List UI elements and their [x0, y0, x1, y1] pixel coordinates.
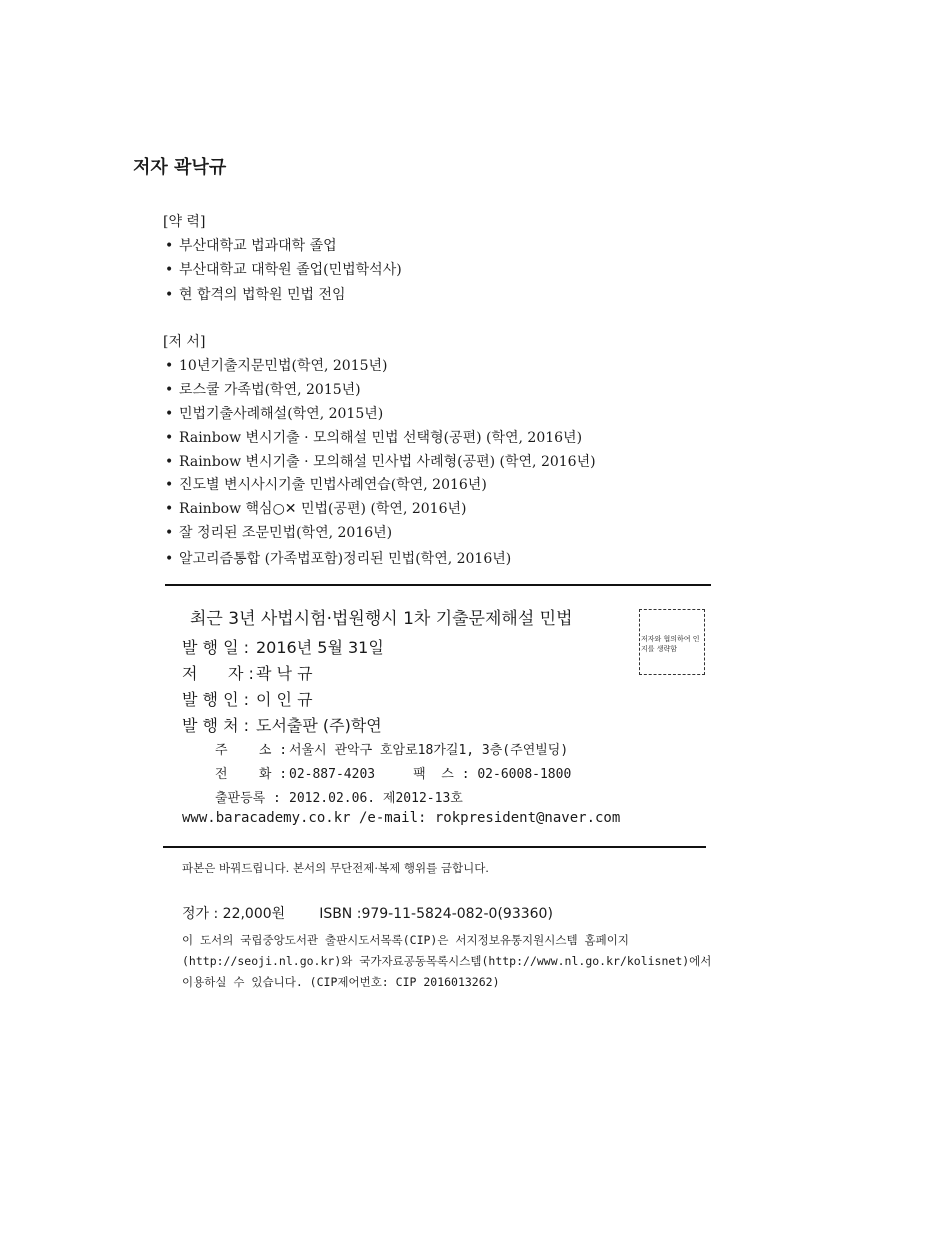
works-item-text: Rainbow 핵심○✕ 민법(공편) (학연, 2016년) [179, 501, 467, 517]
works-item-text: 10년기출지문민법(학연, 2015년) [179, 358, 388, 374]
website-email: www.baracademy.co.kr /e-mail: rokpresident@naver.com [182, 810, 621, 826]
works-item [165, 427, 582, 447]
works-item [165, 379, 361, 399]
works-item-text: 로스쿨 가족법(학연, 2015년) [179, 382, 361, 398]
bottom-divider [163, 846, 706, 848]
works-item [165, 451, 596, 471]
row-label: 저 자 : [182, 664, 254, 683]
address-value: 서울시 관악구 호암로18가길1, 3층(주연빌딩) [289, 743, 569, 758]
publish-date-row [182, 635, 384, 658]
bullet-icon: • [165, 430, 174, 446]
bullet-icon: • [165, 287, 174, 303]
address-row [215, 739, 568, 758]
row-value: 이 인 규 [256, 690, 313, 709]
career-item [165, 284, 346, 304]
registration-label: 출판등록 : [215, 791, 281, 806]
works-item [165, 355, 388, 375]
works-item [165, 403, 383, 423]
career-item [165, 235, 337, 255]
author-row [182, 661, 313, 684]
works-item-text: 알고리즘통합 (가족법포함)정리된 민법(학연, 2016년) [179, 551, 512, 567]
career-item-text: 부산대학교 대학원 졸업(민법학석사) [179, 262, 402, 278]
row-label: 발 행 처 : [182, 716, 250, 735]
cip-line: 이 도서의 국립중앙도서관 출판시도서목록(CIP)은 서지정보유통지원시스템 홈페이지 [182, 933, 629, 947]
bullet-icon: • [165, 262, 174, 278]
isbn: ISBN :979-11-5824-082-0(93360) [319, 906, 553, 922]
works-item-text: 잘 정리된 조문민법(학연, 2016년) [179, 525, 393, 541]
fax-value: 02-6008-1800 [477, 767, 572, 782]
book-title: 최근 3년 사법시험·법원행시 1차 기출문제해설 민법 [190, 609, 573, 629]
bullet-icon: • [165, 238, 174, 254]
career-item-text: 현 합격의 법학원 민법 전임 [179, 287, 346, 303]
bullet-icon: • [165, 358, 174, 374]
cip-line: 이용하실 수 있습니다. (CIP제어번호: CIP 2016013262) [182, 975, 500, 989]
publishing-house-row [182, 713, 382, 736]
bullet-icon: • [165, 551, 174, 567]
bullet-icon: • [165, 477, 174, 493]
row-label: 발 행 인 : [182, 690, 250, 709]
bullet-icon: • [165, 501, 174, 517]
row-label: 발 행 일 : [182, 638, 250, 657]
works-item [165, 522, 392, 542]
cip-line: (http://seoji.nl.go.kr)와 국가자료공동목록시스템(http://www.nl.go.kr/kolisnet)에서 [182, 954, 712, 968]
works-item-text: Rainbow 변시기출 · 모의해설 민법 선택형(공편) (학연, 2016년) [179, 430, 583, 446]
fax-label: 팩 스 : [413, 767, 470, 782]
works-item [165, 474, 487, 494]
career-heading: [약 력] [163, 214, 206, 230]
phone-fax-row [215, 763, 571, 782]
price-isbn-line [182, 903, 553, 923]
bullet-icon: • [165, 454, 174, 470]
works-item [165, 498, 466, 518]
phone-value: 02-887-4203 [289, 767, 376, 782]
career-item-text: 부산대학교 법과대학 졸업 [179, 238, 337, 254]
bullet-icon: • [165, 525, 174, 541]
row-value: 도서출판 (주)학연 [256, 716, 382, 735]
works-heading: [저 서] [163, 334, 206, 350]
top-divider [165, 584, 711, 586]
works-item-text: Rainbow 변시기출 · 모의해설 민사법 사례형(공편) (학연, 2016년) [179, 454, 596, 470]
seal-omission-box: 저자와 협의하여 인지를 생략함 [639, 609, 705, 675]
phone-label: 전 화 : [215, 767, 288, 782]
career-item [165, 259, 402, 279]
copyright-notice: 파본은 바꿔드립니다. 본서의 무단전제·복제 행위를 금합니다. [182, 861, 489, 875]
works-item [165, 548, 511, 568]
registration-value: 2012.02.06. 제2012-13호 [289, 791, 463, 806]
registration-row [215, 787, 463, 806]
address-label: 주 소 : [215, 743, 288, 758]
publisher-row [182, 687, 313, 710]
row-value: 곽 낙 규 [256, 664, 313, 683]
author-title: 저자 곽낙규 [133, 157, 227, 178]
bullet-icon: • [165, 406, 174, 422]
row-value: 2016년 5월 31일 [256, 638, 384, 657]
works-item-text: 민법기출사례해설(학연, 2015년) [179, 406, 384, 422]
works-item-text: 진도별 변시사시기출 민법사례연습(학연, 2016년) [179, 477, 487, 493]
price: 정가 : 22,000원 [182, 906, 286, 922]
bullet-icon: • [165, 382, 174, 398]
